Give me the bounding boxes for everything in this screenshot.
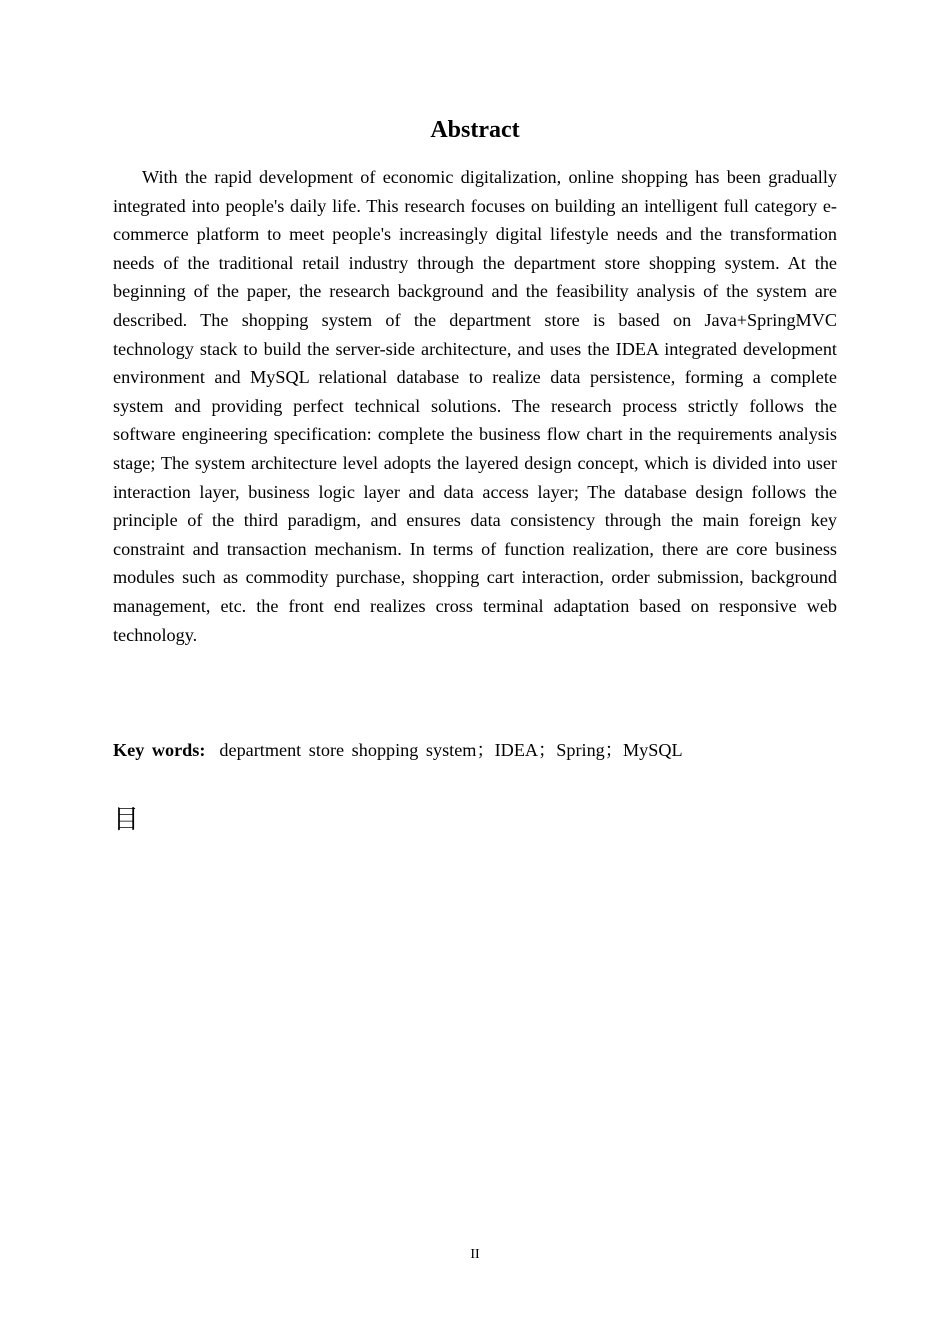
keywords-label: Key words:: [113, 740, 206, 760]
page-number: II: [470, 1247, 480, 1262]
keywords-line: [113, 736, 837, 764]
abstract-title: Abstract: [430, 117, 520, 143]
abstract-body: With the rapid development of economic digitalization, online shopping has been gradually integrated into people's daily life. This research focuses on building an intelligent full category e-commerce platform to meet people's increasingly digital lifestyle needs and the transformation needs of the traditional retail industry through the department store shopping system. At the beginning of the paper, the research background and the feasibility analysis of the system are described. The shopping system of the department store is based on Java+SpringMVC technology stack to build the server-side architecture, and uses the IDEA integrated development environment and MySQL relational database to realize data persistence, forming a complete system and providing perfect technical solutions. The research process strictly follows the software engineering specification: complete the business flow chart in the requirements analysis stage; The system architecture level adopts the layered design concept, which is divided into user interaction layer, business logic layer and data access layer; The database design follows the principle of the third paradigm, and ensures data consistency through the main foreign key constraint and transaction mechanism. In terms of function realization, there are core business modules such as commodity purchase, shopping cart interaction, order submission, background management, etc. the front end realizes cross terminal adaptation based on responsive web technology.: [113, 167, 837, 645]
toc-heading-fragment: 目: [113, 805, 140, 835]
keywords-text: department store shopping system；IDEA；Spring；MySQL: [219, 740, 683, 760]
